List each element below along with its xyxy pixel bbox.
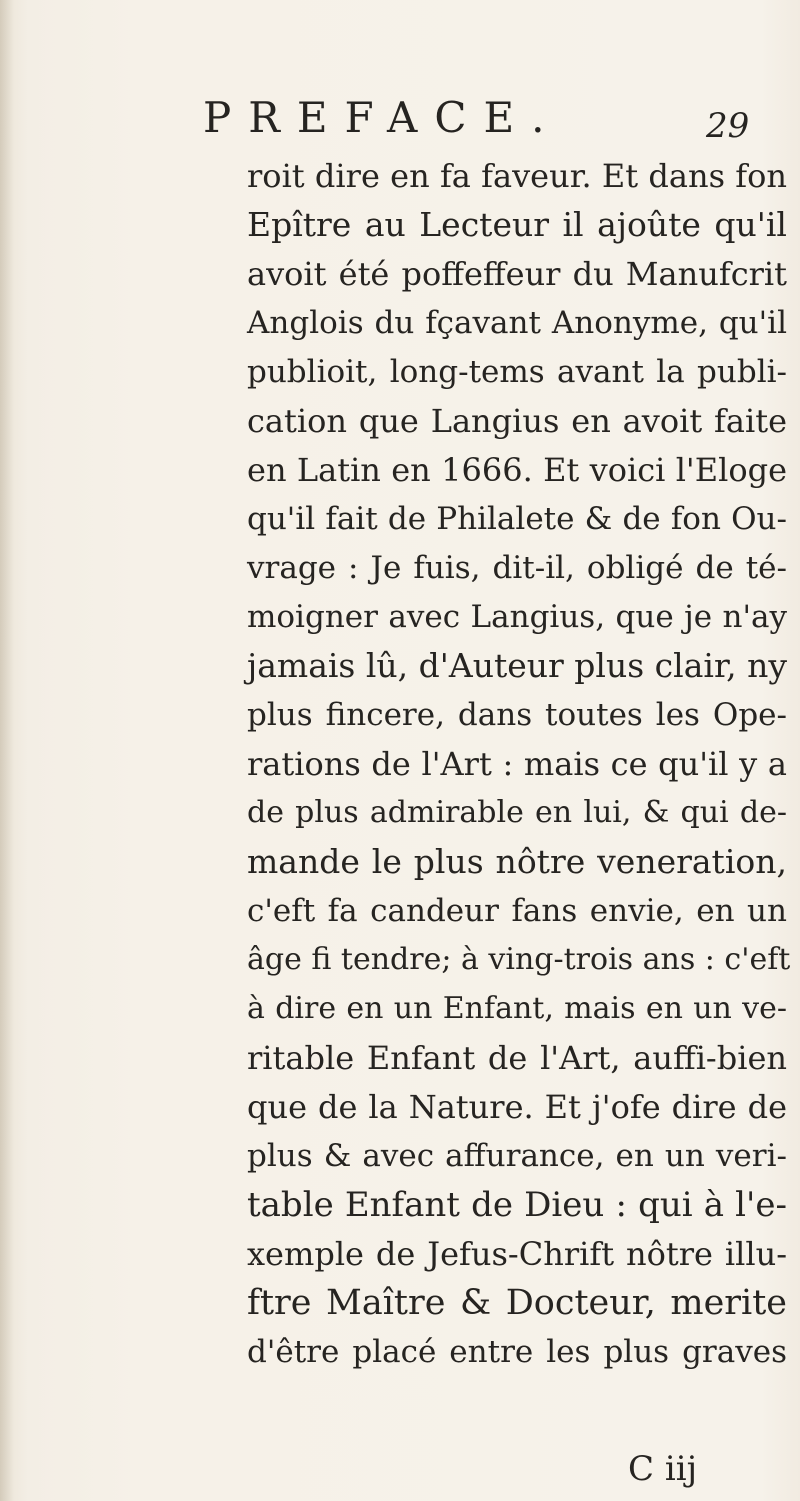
text-line: plus fincere, dans toutes les Ope- (247, 697, 787, 733)
text-line: ftre Maître & Docteur, merite (247, 1283, 787, 1323)
signature-mark: C iij (628, 1449, 698, 1489)
text-line: xemple de Jefus-Chrift nôtre illu- (247, 1235, 787, 1273)
text-line: avoit été poffeffeur du Manufcrit (247, 255, 787, 293)
text-line: jamais lû, d'Auteur plus clair, ny (247, 646, 787, 685)
text-line: à dire en un Enfant, mais en un ve- (247, 991, 787, 1026)
text-line: Anglois du fçavant Anonyme, qu'il (247, 305, 787, 341)
text-line: en Latin en 1666. Et voici l'Eloge (247, 451, 787, 489)
text-line: Epître au Lecteur il ajoûte qu'il (247, 205, 787, 244)
text-line: moigner avec Langius, que je n'ay (247, 599, 787, 635)
text-line: d'être placé entre les plus graves (247, 1334, 787, 1370)
text-line: ritable Enfant de l'Art, auffi-bien (247, 1039, 787, 1077)
text-line: mande le plus nôtre veneration, (247, 842, 787, 881)
text-line: de plus admirable en lui, & qui de- (247, 795, 787, 830)
text-line: roit dire en fa faveur. Et dans fon (247, 157, 787, 195)
text-line: vrage : Je fuis, dit-il, obligé de té- (247, 550, 787, 586)
text-line: qu'il fait de Philalete & de fon Ou- (247, 501, 787, 537)
text-line: rations de l'Art : mais ce qu'il y a (247, 745, 787, 783)
text-line: publioit, long-tems avant la publi- (247, 354, 787, 390)
running-head-title: PREFACE. (203, 93, 562, 142)
page-number: 29 (706, 106, 750, 146)
text-line: cation que Langius en avoit faite (247, 402, 787, 440)
text-line: âge fi tendre; à ving-trois ans : c'eft (247, 942, 791, 977)
text-line: c'eft fa candeur fans envie, en un (247, 893, 787, 929)
text-line: que de la Nature. Et j'ofe dire de (247, 1088, 787, 1126)
text-line: plus & avec affurance, en un veri- (247, 1138, 787, 1174)
text-line: table Enfant de Dieu : qui à l'e- (247, 1185, 787, 1225)
